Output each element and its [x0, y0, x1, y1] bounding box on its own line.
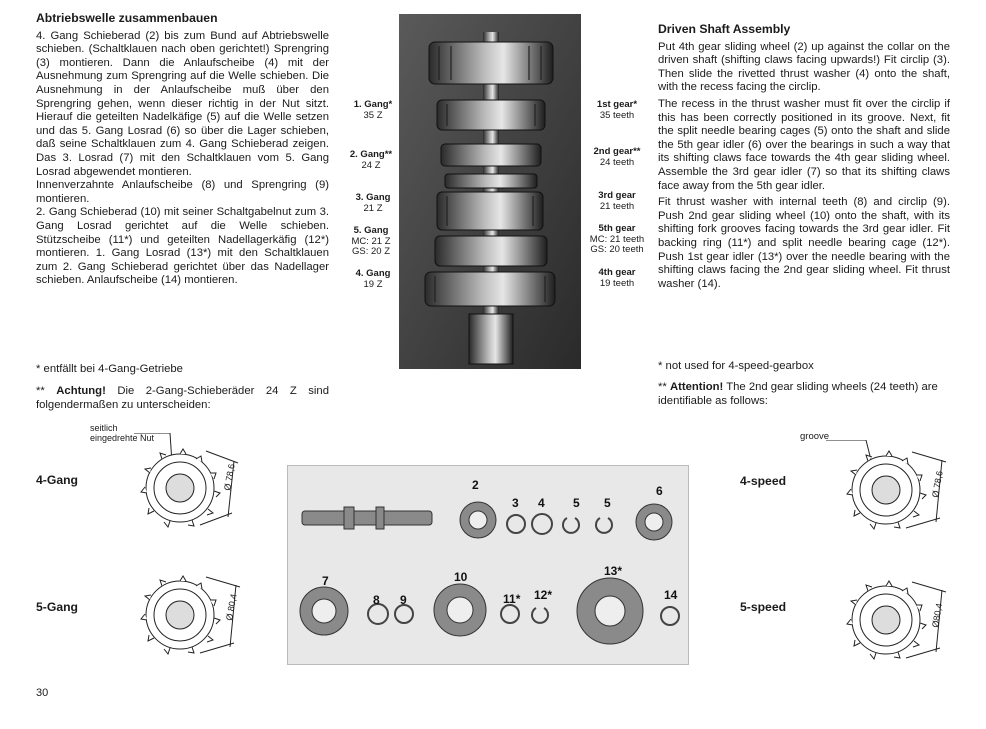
right-text-column — [658, 23, 950, 291]
left-paragraph: 2. Gang Schieberad (10) mit seiner Schaltgabelnut zum 3. Gang Losrad gerichtet auf die Welle schieben. Stützscheibe (11*) und geteilten Nadellagerkäfig (12*) montieren. 1. Gang Losrad (13*) mit den Schaltklauen zum 2. Gang Schieberad gerichtet über das Nadellager schieben. Anlaufscheibe (14) montieren. — [36, 206, 329, 287]
gear-diagram-5-speed — [826, 572, 956, 667]
dim-5-right-text: Ø80,4 — [930, 602, 945, 629]
gear-label-teeth: 21 Z — [363, 202, 383, 214]
right-note-1 — [658, 360, 950, 374]
left-text-column — [36, 12, 329, 288]
part-number-8: 8 — [373, 593, 380, 607]
gear-label-teeth: MC: 21 teeth — [589, 233, 645, 245]
left-note-1 — [36, 363, 329, 377]
dim-5-text: Ø 80,4 — [224, 592, 239, 622]
gear-label-teeth: 24 Z — [361, 159, 381, 171]
part-number-13 — [604, 564, 622, 578]
gear-label-teeth: 21 teeth — [599, 200, 635, 212]
part-number-13-text: 13 — [604, 564, 618, 578]
gear-label-2-right — [582, 147, 652, 168]
gear-label-name: 4. Gang — [355, 268, 391, 279]
speed5-label: 5-speed — [740, 600, 787, 614]
gear-label-teeth: MC: 21 Z — [351, 235, 391, 247]
gear-label-4-right — [582, 268, 652, 289]
left-note-2 — [36, 385, 329, 412]
gear-label-teeth: 19 teeth — [599, 277, 635, 289]
part-number-4: 4 — [538, 496, 545, 510]
gang4-label: 4-Gang — [36, 473, 78, 487]
gang5-label: 5-Gang — [36, 600, 78, 614]
part-star-13: * — [617, 564, 623, 578]
left-note-2-text: Die 2-Gang-Schieberäder 24 Z sind folgendermaßen zu unterscheiden: — [36, 385, 329, 411]
left-paragraph: 4. Gang Schieberad (2) bis zum Bund auf Abtriebswelle schieben. (Schaltklauen nach oben gerichtet!) Sprengring (3) montieren. Dann die Anlaufscheibe (4) mit der Ausnehmung zum Sprengring auf die Welle schieben. Die Ausnehmung in der Anlaufscheibe muß über den Sprengring gehen, wenn dieser richtig in der Nut sitzt. Hierauf die geteilten Nadelkäfige (5) auf die Welle setzen und das 5. Gang Losrad (6) so über die Lager schieben, daß seine Schaltklauen zum 4. Gang Schieberad zeigen. Das 3. Losrad (7) mit den Schaltklauen vom 5. Gang Losrad abgewendet montieren. — [36, 29, 329, 178]
nut-label-line-2: eingedrehte Nut — [90, 433, 155, 443]
gear-label-1-left — [347, 100, 399, 121]
gear-label-name: 3rd gear — [598, 190, 636, 201]
gear-label-3-left — [347, 193, 399, 214]
part-star-11: * — [515, 592, 521, 606]
right-note-2-prefix: ** — [658, 381, 670, 393]
right-paragraph: Fit thrust washer with internal teeth (8) and circlip (9). Push 2nd gear sliding wheel (10) onto the shaft, with its shifting fork grooves facing towards the 3rd gear idler. Fit backing ring (11*) and split needle bearing cage (12*). Push 1st gear idler (13*) over the needle bearing with the shifting claws facing the 2nd gear sliding wheel. Fit thrust washer (14). — [658, 196, 950, 290]
gear-label-5-left — [343, 226, 399, 258]
groove-label: groove — [800, 431, 830, 442]
page-number: 30 — [36, 687, 49, 699]
right-note-2-bold: Attention! — [669, 381, 724, 393]
dim-4-text: Ø 78,6 — [222, 462, 237, 492]
gear-label-teeth: 35 Z — [363, 109, 383, 121]
gear-label-name: 2. Gang** — [349, 149, 393, 160]
part-number-12 — [534, 588, 552, 602]
gear-label-name: 3. Gang — [355, 192, 391, 203]
part-number-5a: 5 — [573, 496, 580, 510]
part-number-3: 3 — [512, 496, 519, 510]
gear-diagram-4-speed — [826, 440, 956, 535]
gear-label-name: 4th gear — [598, 267, 636, 278]
right-note-2-text: The 2nd gear sliding wheels (24 teeth) are identifiable as follows: — [658, 381, 938, 407]
gear-label-1-right — [582, 100, 652, 121]
left-note-2-prefix: ** — [36, 385, 57, 397]
left-note-1-text: * entfällt bei 4-Gang-Getriebe — [36, 363, 183, 375]
gear-label-5-right — [579, 224, 655, 256]
gear-label-3-right — [582, 191, 652, 212]
gear-label-2-left — [345, 150, 397, 171]
gear-stack-illustration — [399, 14, 581, 369]
gear-diagram-4-gang — [130, 433, 245, 528]
dim-4-right-text: Ø 78,6 — [930, 469, 945, 499]
right-paragraph: The recess in the thrust washer must fit over the circlip if this has been correctly positioned in its groove. Next, fit the split needle bearing cages (5) onto the shaft and slide the 5th gear idler (6) over the bearings in such a way that its shifting claws face towards the 4th gear sliding wheel. Assemble the 3rd gear idler (7) so that its shifting claws face away from the 5th gear idler. — [658, 97, 950, 192]
gear-label-4-left — [347, 269, 399, 290]
left-paragraph: Innenverzahnte Anlaufscheibe (8) und Sprengring (9) montieren. — [36, 179, 329, 205]
left-title: Abtriebswelle zusammenbauen — [36, 11, 218, 25]
gear-label-name: 2nd gear** — [593, 146, 641, 157]
right-paragraph: Put 4th gear sliding wheel (2) up against the collar on the driven shaft (shifting claws facing upwards!) Fit circlip (3). Then slide the rivetted thrust washer (4) onto the shaft, with the recess facing the circlip. — [658, 40, 950, 94]
nut-label-line-1: seitlich — [90, 423, 118, 433]
gear-label-name: 5th gear — [598, 223, 636, 234]
part-number-12-text: 12 — [534, 588, 548, 602]
gear-label-teeth: GS: 20 teeth — [590, 244, 644, 255]
gear-label-teeth: GS: 20 Z — [351, 246, 390, 257]
part-number-14: 14 — [664, 588, 678, 602]
speed4-label: 4-speed — [740, 474, 787, 488]
gear-label-name: 5. Gang — [353, 225, 389, 236]
part-star-12: * — [547, 588, 553, 602]
part-number-7: 7 — [322, 574, 329, 588]
gear-label-name: 1st gear* — [596, 99, 638, 110]
part-number-2: 2 — [472, 478, 479, 492]
parts-illustration — [288, 466, 688, 664]
gear-diagram-5-gang — [130, 565, 245, 660]
part-number-11 — [503, 592, 520, 606]
part-number-6: 6 — [656, 484, 663, 498]
part-number-5b: 5 — [604, 496, 611, 510]
right-title: Driven Shaft Assembly — [658, 22, 791, 36]
gear-label-teeth: 19 Z — [363, 278, 383, 290]
gear-label-teeth: 35 teeth — [599, 109, 635, 121]
right-note-2 — [658, 381, 950, 408]
left-note-2-bold: Achtung! — [56, 385, 106, 397]
parts-photo — [287, 465, 689, 665]
part-number-10: 10 — [454, 570, 468, 584]
gear-stack-photo — [399, 14, 581, 369]
part-number-11-text: 11 — [503, 592, 516, 606]
right-note-1-text: * not used for 4-speed-gearbox — [658, 360, 814, 372]
gear-label-teeth: 24 teeth — [599, 156, 635, 168]
part-number-9: 9 — [400, 593, 407, 607]
gear-label-name: 1. Gang* — [353, 99, 393, 110]
